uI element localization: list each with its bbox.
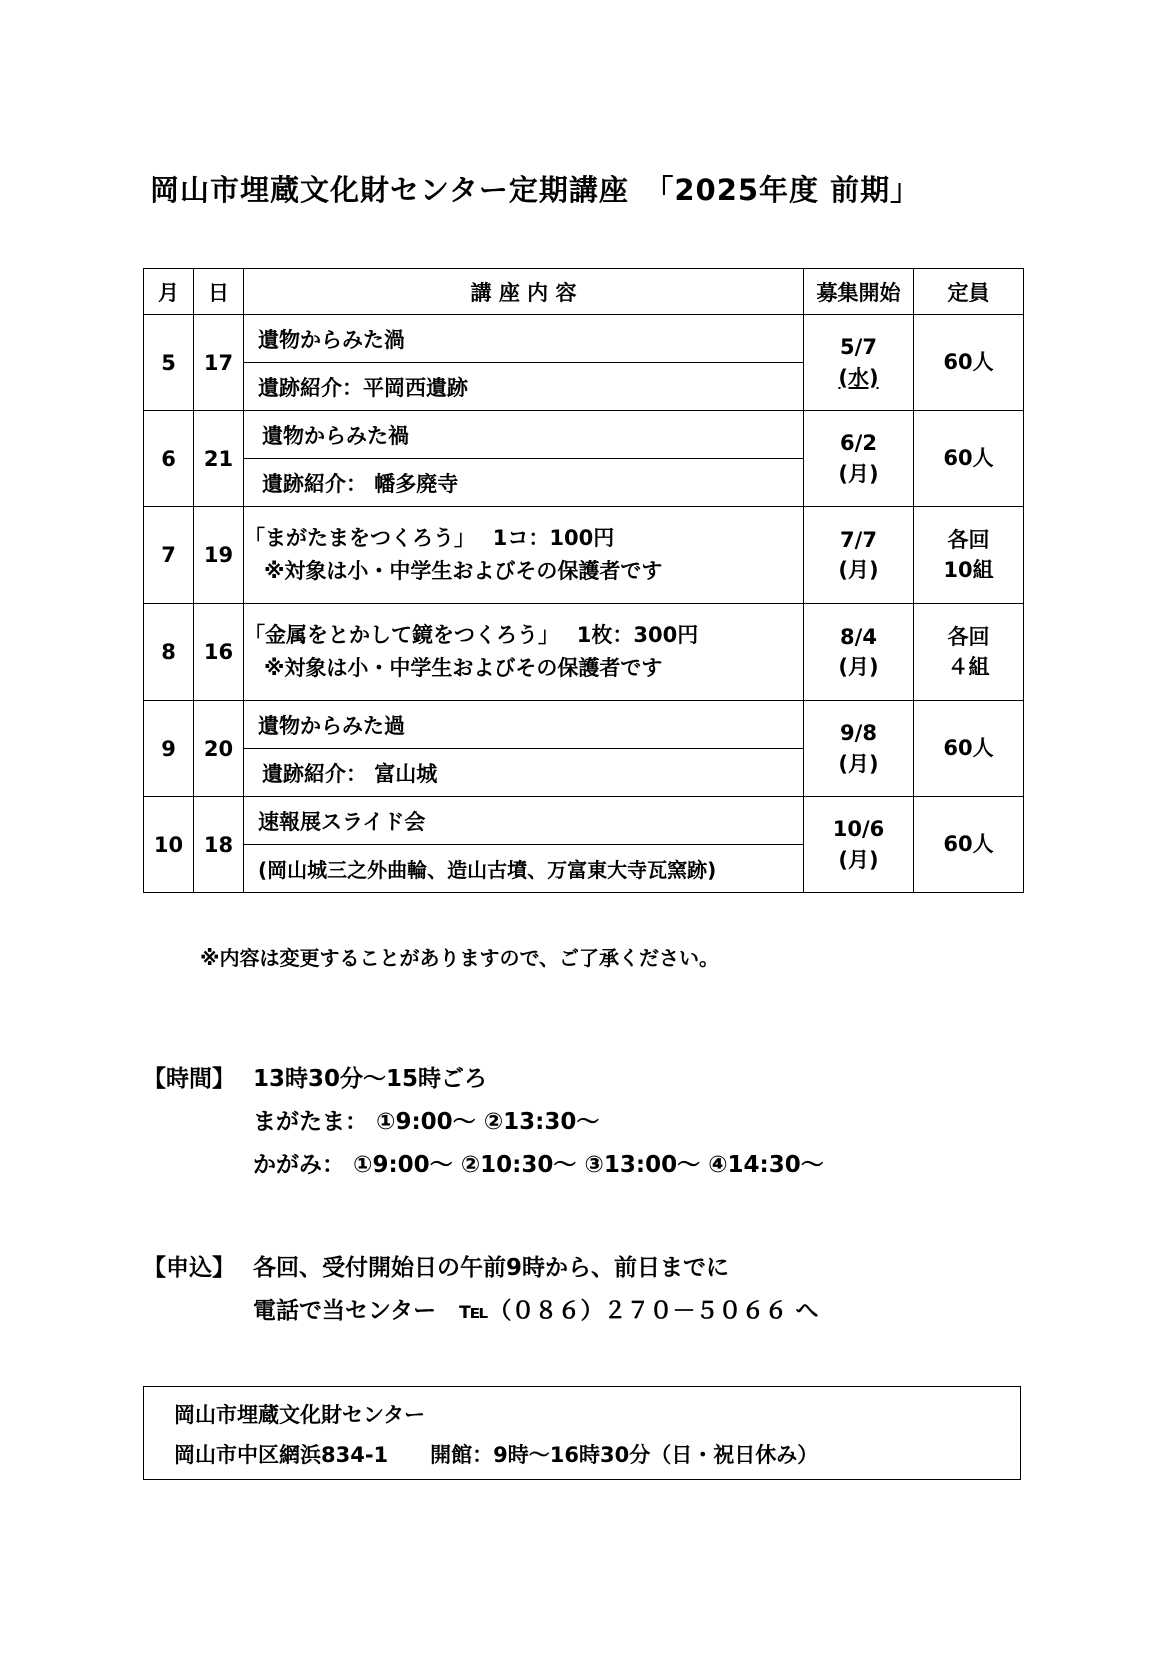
apply-line1: 各回、受付開始日の午前9時から、前日までに: [253, 1255, 730, 1281]
table-row: [144, 604, 1024, 701]
header-capacity: 定員: [914, 269, 1024, 315]
start-day: (月): [838, 558, 879, 582]
day-cell: 19: [194, 507, 244, 604]
month-cell: 5: [144, 315, 194, 411]
time-label: 【時間】: [143, 1066, 235, 1092]
day-cell: 17: [194, 315, 244, 411]
capacity-cell: 60人: [914, 315, 1024, 411]
lecture-note: ※対象は小・中学生およびその保護者です: [264, 559, 663, 583]
site-intro: (岡山城三之外曲輪、造山古墳、万富東大寺瓦窯跡): [244, 845, 804, 893]
day-cell: 16: [194, 604, 244, 701]
capacity-cell: 60人: [914, 701, 1024, 797]
change-notice: ※内容は変更することがありますので、ご了承ください。: [200, 946, 720, 970]
site-intro: 遺跡紹介：平岡西遺跡: [244, 363, 804, 411]
month-cell: 6: [144, 411, 194, 507]
header-start: 募集開始: [804, 269, 914, 315]
lecture-content: [244, 507, 804, 604]
header-month: 月: [144, 269, 194, 315]
month-cell: 7: [144, 507, 194, 604]
lecture-title-text: 遺物からみた禍: [262, 423, 409, 448]
footer-name: 岡山市埋蔵文化財センター: [174, 1403, 426, 1427]
table-row: [144, 701, 1024, 749]
site-intro-text: 遺跡紹介： 富山城: [262, 761, 438, 786]
month-cell: 8: [144, 604, 194, 701]
start-date: 10/6: [832, 817, 885, 842]
table-row: [144, 507, 1024, 604]
lecture-note: ※対象は小・中学生およびその保護者です: [264, 656, 663, 680]
capacity-line2: 10組: [943, 558, 994, 582]
start-date: 5/7: [840, 335, 877, 360]
start-cell: [804, 604, 914, 701]
capacity-line1: 各回: [947, 527, 990, 552]
site-intro: [244, 459, 804, 507]
lecture-title: 遺物からみた渦: [244, 315, 804, 363]
site-intro-text: 遺跡紹介： 幡多廃寺: [262, 471, 459, 496]
site-intro: [244, 749, 804, 797]
start-cell: [804, 797, 914, 893]
capacity-line2: ４組: [947, 655, 990, 679]
apply-label: 【申込】: [143, 1255, 235, 1281]
day-cell: 20: [194, 701, 244, 797]
start-date: 8/4: [840, 624, 877, 649]
footer-address: 岡山市中区網浜834-1 開館：9時～16時30分（日・祝日休み）: [174, 1443, 819, 1467]
lecture-title: [244, 411, 804, 459]
capacity-cell: [914, 604, 1024, 701]
start-day: (月): [838, 847, 879, 872]
page-title: 岡山市埋蔵文化財センター定期講座 「2025年度 前期」: [150, 173, 921, 207]
start-date: 9/8: [840, 721, 877, 746]
footer-box: [143, 1386, 1021, 1480]
month-cell: 9: [144, 701, 194, 797]
month-cell: 10: [144, 797, 194, 893]
capacity-cell: 60人: [914, 411, 1024, 507]
apply-phone: 電話で当センター ℡（０８６）２７０－５０６６ へ: [253, 1298, 819, 1324]
schedule-table: [143, 268, 1024, 893]
lecture-title: 「金属をとかして鏡をつくろう」 1枚：300円: [244, 623, 699, 648]
capacity-cell: 60人: [914, 797, 1024, 893]
capacity-cell: [914, 507, 1024, 604]
start-date: 7/7: [840, 527, 877, 552]
table-header-row: [144, 269, 1024, 315]
header-content: 講 座 内 容: [244, 269, 804, 315]
lecture-content: [244, 604, 804, 701]
lecture-title: 遺物からみた過: [244, 701, 804, 749]
start-day: (月): [838, 655, 879, 679]
lecture-title: 速報展スライド会: [244, 797, 804, 845]
start-cell: [804, 411, 914, 507]
start-cell: [804, 315, 914, 411]
day-cell: 21: [194, 411, 244, 507]
time-kagami: かがみ： ①9:00～ ②10:30～ ③13:00～ ④14:30～: [253, 1152, 824, 1178]
lecture-title: 「まがたまをつくろう」 1コ：100円: [244, 526, 615, 551]
start-day: (月): [838, 461, 879, 486]
start-day: (水): [838, 365, 879, 390]
header-day: 日: [194, 269, 244, 315]
start-cell: [804, 701, 914, 797]
time-magatama: まがたま： ①9:00～ ②13:30～: [253, 1109, 600, 1135]
table-row: [144, 315, 1024, 363]
capacity-line1: 各回: [947, 624, 990, 649]
start-cell: [804, 507, 914, 604]
table-row: [144, 411, 1024, 459]
day-cell: 18: [194, 797, 244, 893]
time-main: 13時30分～15時ごろ: [253, 1066, 488, 1092]
start-date: 6/2: [840, 431, 877, 456]
table-row: [144, 797, 1024, 845]
start-day: (月): [838, 751, 879, 776]
